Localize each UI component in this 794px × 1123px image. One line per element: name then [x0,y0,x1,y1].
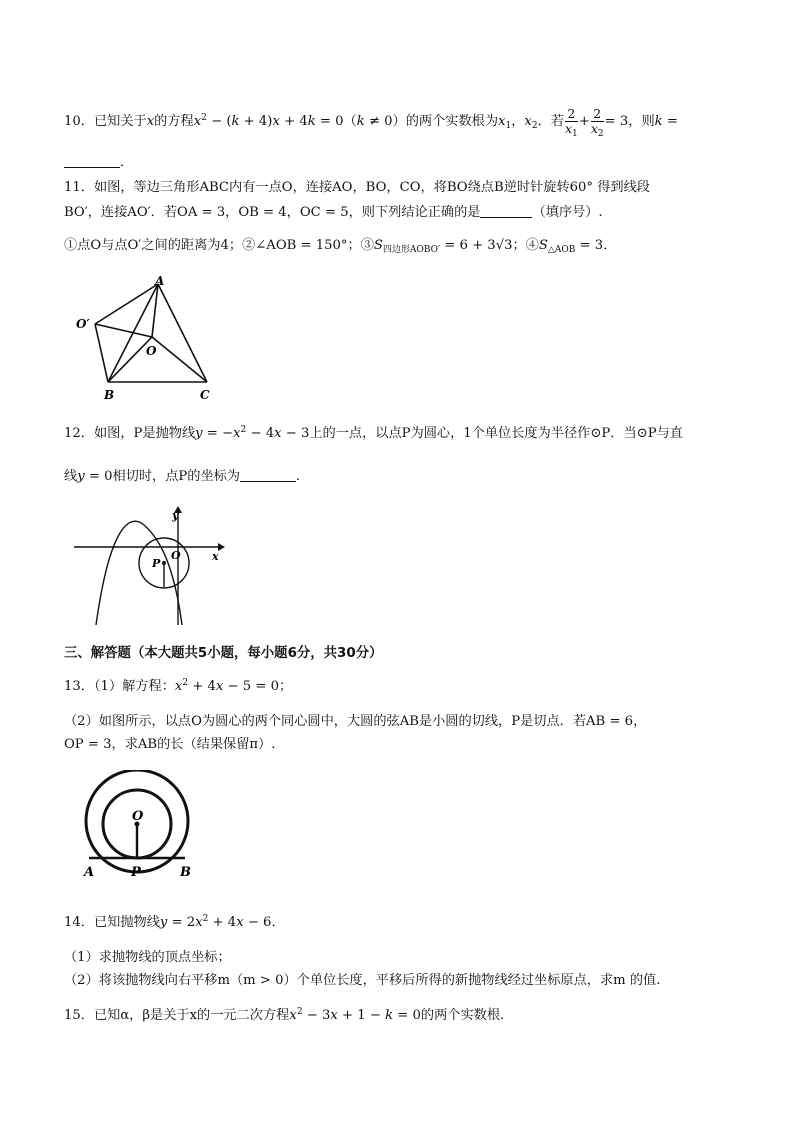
q12-figure [70,505,230,630]
q15-stem: 15．已知α，β是关于x的一元二次方程$x^2 - 3x + 1 - k = 0$的两个实数根． [64,1007,514,1023]
label-P: P [131,865,141,880]
q10-number: 10． [64,114,94,129]
label-O: O [146,344,157,358]
q12-line1: 12．如图，P是抛物线$y = -x^2 - 4x - 3$上的一点，以点P为圆心，1个单位长度为半径作⊙P．当⊙P与直 [64,425,683,441]
q11-line1: 11．如图，等边三角形ABC内有一点O，连接AO，BO，CO，将BO绕点B逆时针旋转60° 得到线段 [64,180,650,195]
q12-line2: 线y = 0相切时，点P的坐标为 ． [64,466,309,487]
q14-stem: 14．已知抛物线$y = 2x^2 + 4x - 6$． [64,914,285,930]
q11-figure [70,272,230,407]
q13-part2-line1: （2）如图所示，以点O为圆心的两个同心圆中，大圆的弦AB是小圆的切线，P是切点．若AB = 6， [64,714,647,729]
q13-part1: 13．（1）解方程：$x^2 + 4x - 5 = 0$； [64,678,293,694]
q10-fraction-2: $\frac{2}{x_2}$ [590,106,604,139]
q13-part2-line2: OP = 3，求AB的长（结果保留π）. [64,737,276,752]
label-O: O [132,809,144,824]
q10-answer-blank [64,152,120,168]
q14-part1: （1）求抛物线的顶点坐标； [64,950,231,965]
label-A: A [84,865,95,880]
q14-part2: （2）将该抛物线向右平移m（m > 0）个单位长度，平移后所得的新抛物线经过坐标原点，求m 的值. [64,973,661,988]
label-A: A [155,274,165,288]
label-B: B [180,865,191,880]
label-O-prime: O′ [76,317,90,331]
q12-answer-blank [240,466,296,482]
q10-equation: $x^2 - (k + 4)x + 4k = 0$ [193,113,344,129]
section3-title: 三、解答题（本大题共5小题，每小题6分，共30分） [64,646,383,661]
q11-line2: BO′，连接AO′．若OA = 3，OB = 4，OC = 5，则下列结论正确的是 （填序号）. [64,202,603,223]
label-y: y [172,509,179,522]
q10-fraction-1: $\frac{2}{x_1}$ [564,106,578,139]
label-P: P [152,557,161,570]
label-O: O [171,549,181,562]
q10-line1: 10．已知关于x的方程$x^2 - (k + 4)x + 4k = 0(k \ne 0)$的两个实数根为$x_1$，$x_2$．若 $\frac{2}{x_1}$ + $\frac{2}{x_2}$ = 3，则k = [64,106,678,139]
q11-options: ①点O与点O′之间的距离为4；②∠AOB = 150°；$③S_{四边形AOBO'} = 6 + 3√3$；$④S_{\triangle AOB} = 3$． [64,238,617,255]
q13-figure [76,770,206,885]
label-x: x [212,550,219,563]
label-B: B [104,388,115,402]
q10-line2: ． [64,152,133,173]
q11-answer-blank [480,202,532,218]
label-C: C [200,388,210,402]
